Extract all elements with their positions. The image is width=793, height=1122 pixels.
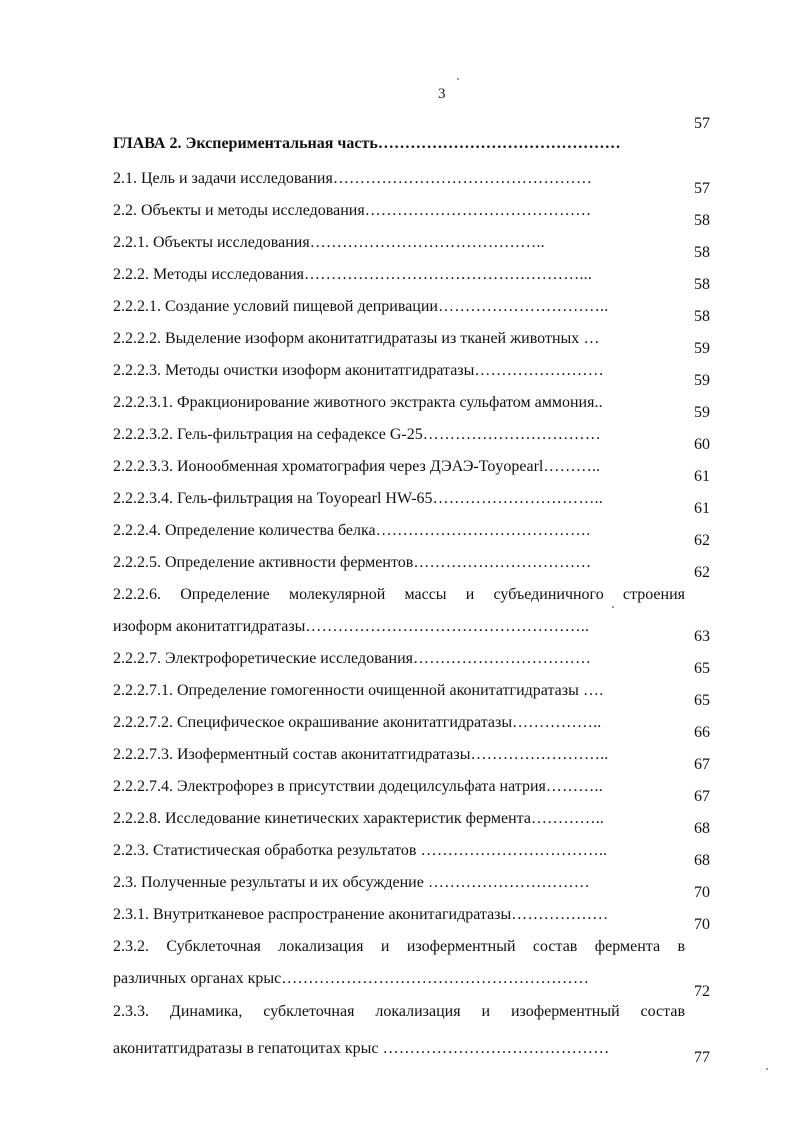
toc-entry [113, 647, 685, 671]
toc-entry-leader: ………………………….. [432, 490, 603, 507]
toc-entry-title: 2.2.2.7.1. Определение гомогенности очищенной аконитатгидратазы [113, 682, 579, 699]
toc-entry-page: 62 [694, 532, 710, 549]
toc-entry-leader: ………………………………………………… [281, 970, 590, 987]
toc-entry-leader: …………………………… [422, 426, 601, 443]
toc-entry-page: 58 [694, 276, 710, 293]
toc-entry-page: 70 [694, 884, 710, 901]
toc-entry-leader: …………………………… [413, 554, 592, 571]
toc-entry-title: 2.2.2.6. Определение молекулярной массы и субъединичного строения [113, 586, 685, 603]
toc-entry-page: 70 [694, 916, 710, 933]
toc-entry [113, 967, 685, 991]
toc-entry-title: 2.3.2. Субклеточная локализация и изоферментный состав фермента в [113, 938, 685, 955]
toc-entry-title: 2.2. Объекты и методы исследования [113, 202, 365, 219]
toc-entry [113, 263, 685, 287]
scan-speck [766, 1068, 768, 1070]
toc-entry-chapter-2 [113, 132, 685, 156]
toc-entry [113, 455, 685, 479]
toc-entry-title: 2.2.2.7. Электрофоретические исследования [113, 650, 414, 667]
toc-entry [113, 583, 685, 607]
toc-entry-page: 62 [694, 564, 710, 581]
toc-entry-page: 58 [694, 212, 710, 229]
toc-entry [113, 199, 685, 223]
toc-entry-leader: ……………………………………………... [304, 266, 593, 283]
toc-entry [113, 167, 685, 191]
toc-entry [113, 743, 685, 767]
toc-entry-leader: …. [578, 682, 604, 699]
toc-entry-leader: … [579, 330, 600, 347]
toc-entry-title: 2.3.1. Внутритканевое распространение аконитагидратазы [113, 906, 512, 923]
toc-entry-page: 61 [694, 500, 710, 517]
toc-entry-title: 2.3. Полученные результаты и их обсуждение [113, 874, 424, 891]
toc-entry-title: 2.2.2.4. Определение количества белка [113, 522, 376, 539]
toc-entry-page: 67 [694, 788, 710, 805]
toc-entry-leader: …………….. [512, 714, 602, 731]
toc-entry [113, 807, 685, 831]
toc-entry-title: 2.1. Цель и задачи исследования [113, 170, 333, 187]
toc-entry [113, 871, 685, 895]
toc-entry [113, 1000, 685, 1024]
toc-entry-page: 77 [694, 1049, 710, 1066]
toc-entry [113, 903, 685, 927]
toc-entry-leader: ……………………………………… [377, 135, 621, 152]
toc-entry-page: 57 [694, 115, 710, 132]
toc-entry-leader: …………………………….. [416, 842, 608, 859]
toc-entry [113, 711, 685, 735]
toc-entry [113, 839, 685, 863]
toc-entry-page: 59 [694, 340, 710, 357]
toc-entry-leader: …………………………………………….. [305, 618, 590, 635]
toc-entry-page: 65 [694, 692, 710, 709]
toc-entry-title: 2.2.2.7.2. Специфическое окрашивание аконитатгидратазы [113, 714, 513, 731]
toc-entry-leader: …………………….. [470, 746, 609, 763]
toc-entry-title: 2.2.2.3.4. Гель-фильтрация на Toyopearl HW-65 [113, 490, 433, 507]
toc-entry-title: 2.2.2.3.2. Гель-фильтрация на сефадексе G-25 [113, 426, 423, 443]
toc-entry-page: 60 [694, 436, 710, 453]
toc-entry-title: аконитатгидратазы в гепатоцитах крыс [113, 1040, 379, 1057]
toc-entry-title: изоформ аконитатгидратазы [113, 618, 306, 635]
toc-entry-page: 66 [694, 724, 710, 741]
toc-entry-title: различных органах крыс [113, 970, 282, 987]
toc-entry-page: 72 [694, 983, 710, 1000]
toc-entry-leader: …………………………………… [364, 202, 592, 219]
scan-speck [612, 606, 614, 608]
toc-entry-page: 61 [694, 468, 710, 485]
toc-entry-leader: …………………………………… [378, 1040, 610, 1057]
toc-entry-title: 2.2.2.3. Методы очистки изоформ аконитатгидратазы [113, 362, 475, 379]
toc-entry [113, 295, 685, 319]
toc-entry-title: 2.2.2.8. Исследование кинетических характеристик фермента [113, 810, 531, 827]
toc-entry [113, 327, 685, 351]
toc-entry [113, 679, 685, 703]
toc-entry [113, 391, 685, 415]
toc-entry [113, 519, 685, 543]
toc-entry-page: 68 [694, 820, 710, 837]
toc-entry-leader: ………….. [530, 810, 605, 827]
toc-entry-leader: ……………… [511, 906, 609, 923]
toc-entry [113, 935, 685, 959]
toc-entry-leader: ……….. [545, 778, 603, 795]
toc-entry-page: 63 [694, 628, 710, 645]
toc-entry-leader: …………………………………. [375, 522, 591, 539]
toc-entry-title: 2.2.2.3.3. Ионообменная хроматография через ДЭАЭ-Toyopearl [113, 458, 544, 475]
scan-speck [457, 78, 459, 80]
toc-entry-leader: .. [594, 394, 603, 411]
toc-entry-leader: …………………………… [413, 650, 592, 667]
toc-entry-title: 2.2.2. Методы исследования [113, 266, 305, 283]
toc-entry-title: 2.2.2.1. Создание условий пищевой депривации [113, 298, 438, 315]
toc-entry [113, 1037, 685, 1061]
toc-entry-title: 2.3.3. Динамика, субклеточная локализация и изоферментный состав [113, 1003, 685, 1020]
toc-entry-page: 59 [694, 404, 710, 421]
toc-entry-title: 2.2.2.7.3. Изоферментный состав аконитатгидратазы [113, 746, 471, 763]
page-number: 3 [438, 86, 446, 102]
toc-entry [113, 359, 685, 383]
toc-entry-page: 58 [694, 244, 710, 261]
toc-entry-page: 68 [694, 852, 710, 869]
toc-entry [113, 231, 685, 255]
toc-entry-title: 2.2.3. Статистическая обработка результатов [113, 842, 417, 859]
toc-entry [113, 551, 685, 575]
toc-entry-leader: …………………………………….. [309, 234, 545, 251]
toc-entry-leader: ………………………….. [438, 298, 609, 315]
toc-entry-leader: ………………………… [423, 874, 590, 891]
toc-entry-title: 2.2.2.5. Определение активности ферментов [113, 554, 414, 571]
toc-entry [113, 775, 685, 799]
toc-entry-leader: …………………… [474, 362, 604, 379]
toc-entry-page: 65 [694, 660, 710, 677]
toc-entry-title: 2.2.2.3.1. Фракционирование животного экстракта сульфатом аммония [113, 394, 595, 411]
toc-entry-page: 67 [694, 756, 710, 773]
toc-entry-leader: ……….. [543, 458, 601, 475]
toc-entry [113, 487, 685, 511]
toc-entry-leader: ………………………………………… [332, 170, 593, 187]
toc-entry-page: 58 [694, 308, 710, 325]
toc-entry [113, 615, 685, 639]
toc-entry-page: 57 [694, 180, 710, 197]
toc-entry-title: ГЛАВА 2. Экспериментальная часть [113, 135, 378, 152]
toc-entry-title: 2.2.2.7.4. Электрофорез в присутствии додецилсульфата натрия [113, 778, 546, 795]
toc-entry-title: 2.2.2.2. Выделение изоформ аконитатгидратазы из тканей животных [113, 330, 580, 347]
toc-entry-title: 2.2.1. Объекты исследования [113, 234, 310, 251]
toc-entry-page: 59 [694, 372, 710, 389]
toc-entry [113, 423, 685, 447]
